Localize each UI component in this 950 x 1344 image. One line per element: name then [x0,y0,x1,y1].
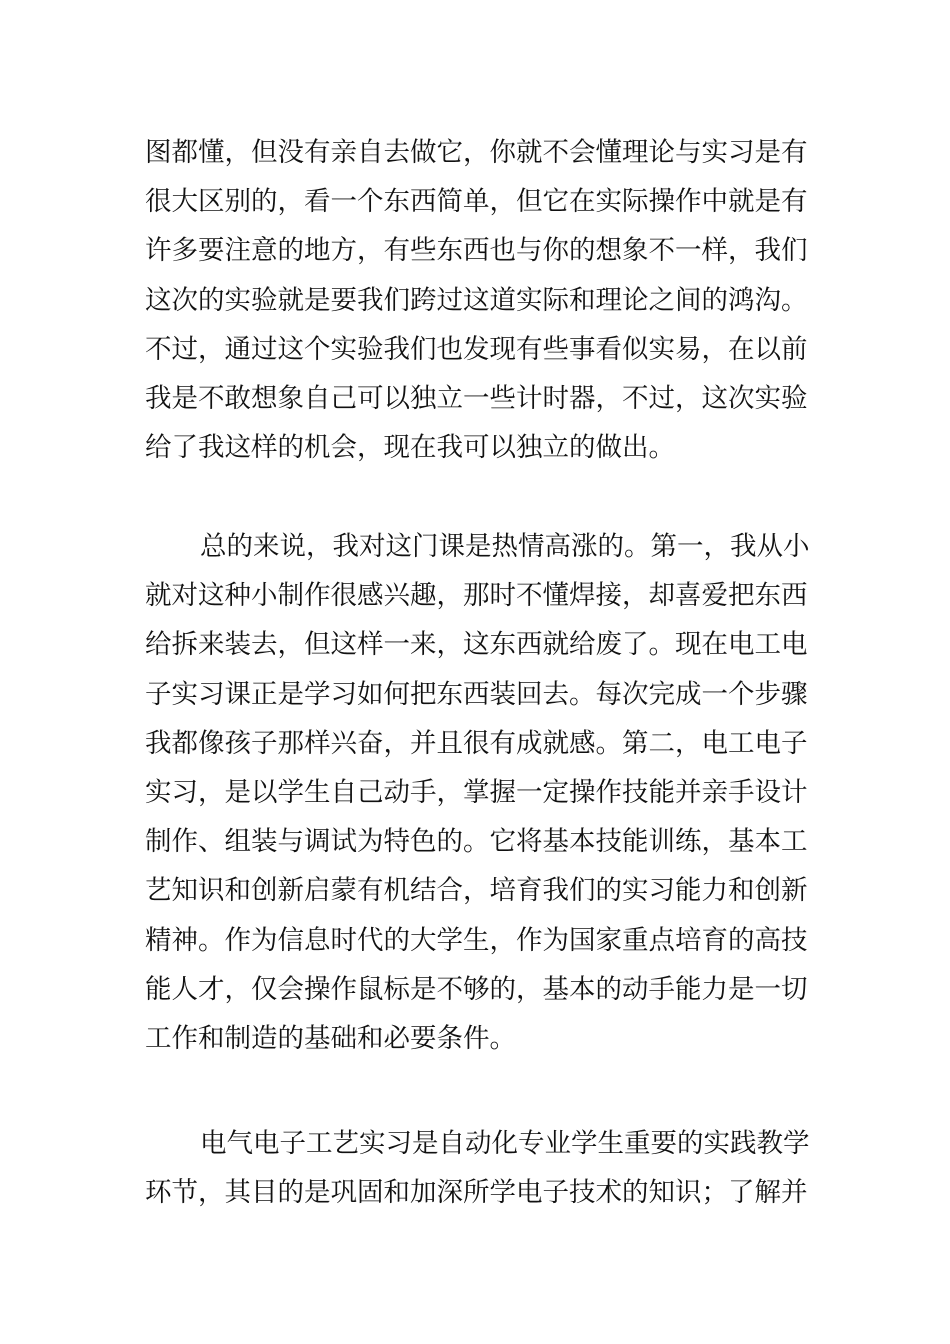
paragraph-line: 给了我这样的机会，现在我可以独立的做出。 [145,432,675,464]
paragraph-line: 环节，其目的是巩固和加深所学电子技术的知识；了解并 [145,1177,808,1209]
paragraph-line: 这次的实验就是要我们跨过这道实际和理论之间的鸿沟。 [145,284,808,316]
paragraph-2 [145,522,815,1112]
paragraph-line: 给拆来装去，但这样一来，这东西就给废了。现在电工电 [145,629,808,661]
paragraph-line: 艺知识和创新启蒙有机结合，培育我们的实习能力和创新 [145,875,808,907]
paragraph-line: 图都懂，但没有亲自去做它，你就不会懂理论与实习是有 [145,137,808,168]
paragraph-line: 工作和制造的基础和必要条件。 [145,1022,516,1054]
paragraph-line: 精神。作为信息时代的大学生，作为国家重点培育的高技 [145,924,808,956]
paragraph-line: 能人才，仅会操作鼠标是不够的，基本的动手能力是一切 [145,973,808,1005]
paragraph-line: 制作、组装与调试为特色的。它将基本技能训练，基本工 [145,826,808,858]
paragraph-1 [145,128,815,472]
paragraph-line: 许多要注意的地方，有些东西也与你的想象不一样，我们 [145,235,808,267]
paragraph-line: 就对这种小制作很感兴趣，那时不懂焊接，却喜爱把东西 [145,580,808,612]
paragraph-line [145,1063,815,1112]
paragraph-line: 我都像孩子那样兴奋，并且很有成就感。第二，电工电子 [145,727,808,759]
paragraph-line: 电气电子工艺实习是自动化专业学生重要的实践教学 [200,1128,810,1159]
paragraph-line: 总的来说，我对这门课是热情高涨的。第一，我从小 [200,531,810,562]
paragraph-line: 子实习课正是学习如何把东西装回去。每次完成一个步骤 [145,678,808,710]
paragraph-line: 实习，是以学生自己动手，掌握一定操作技能并亲手设计 [145,776,808,808]
paragraph-line: 不过，通过这个实验我们也发现有些事看似实易，在以前 [145,333,808,365]
paragraph-line: 很大区别的，看一个东西简单，但它在实际操作中就是有 [145,186,808,218]
paragraph-3 [145,1119,815,1217]
paragraph-line: 我是不敢想象自己可以独立一些计时器，不过，这次实验 [145,382,808,414]
